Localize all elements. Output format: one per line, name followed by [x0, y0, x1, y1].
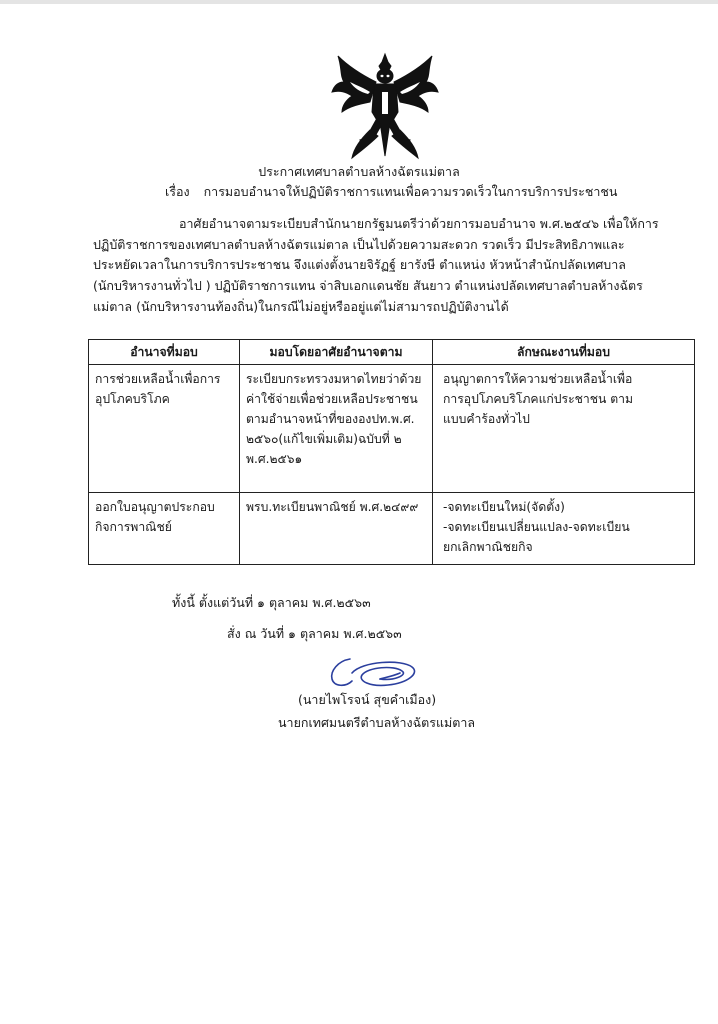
delegation-table	[88, 339, 695, 565]
announcement-title: ประกาศเทศบาลตำบลห้างฉัตรแม่ตาล	[258, 164, 460, 179]
table-cell-legal-basis	[240, 365, 433, 493]
body-line: แม่ตาล (นักบริหารงานท้องถิ่น)ในกรณีไม่อยู่หรืออยู่แต่ไม่สามารถปฏิบัติงานได้	[93, 298, 509, 314]
table-cell-task	[433, 365, 695, 493]
table-cell-authority	[89, 493, 240, 565]
cell-line: กิจการพาณิชย์	[95, 520, 172, 534]
body-line: อาศัยอำนาจตามระเบียบสำนักนายกรัฐมนตรีว่าด้วยการมอบอำนาจ พ.ศ.๒๕๔๖ เพื่อให้การ	[179, 216, 659, 231]
signer-position: นายกเทศมนตรีตำบลห้างฉัตรแม่ตาล	[278, 715, 476, 730]
cell-line: ตามอำนาจหน้าที่ขององปท.พ.ศ.	[246, 412, 415, 426]
cell-line: ยกเลิกพาณิชยกิจ	[443, 540, 533, 554]
cell-line: พรบ.ทะเบียนพาณิชย์ พ.ศ.๒๔๙๙	[246, 500, 419, 514]
cell-line: การช่วยเหลือน้ำเพื่อการ	[95, 372, 221, 386]
cell-line: ๒๕๖๐(แก้ไขเพิ่มเติม)ฉบับที่ ๒	[246, 432, 402, 446]
body-line: ประหยัดเวลาในการบริการประชาชน จึงแต่งตั้งนายจิรัฏฐ์ ยารังษี ตำแหน่ง หัวหน้าสำนักปลัดเทศบาล	[93, 257, 626, 273]
announcement-subject	[165, 183, 617, 201]
table-cell-task	[433, 493, 695, 565]
table-row	[89, 365, 695, 493]
body-line: (นักบริหารงานทั่วไป ) ปฏิบัติราชการแทน จ่าสิบเอกแดนชัย สันยาว ตำแหน่งปลัดเทศบาลตำบลห้างฉัตร	[93, 278, 643, 294]
table-header-row	[89, 340, 695, 365]
cell-line: การอุปโภคบริโภคแก่ประชาชน ตาม	[443, 392, 634, 406]
table-cell-legal-basis	[240, 493, 433, 565]
cell-line: ออกใบอนุญาตประกอบ	[95, 500, 215, 514]
column-header-task: ลักษณะงานที่มอบ	[433, 340, 695, 365]
column-header-authority: อำนาจที่มอบ	[89, 340, 240, 365]
cell-line: ค่าใช้จ่ายเพื่อช่วยเหลือประชาชน	[246, 392, 418, 406]
body-paragraph	[93, 214, 693, 318]
signer-name: (นายไพโรจน์ สุขคำเมือง)	[298, 692, 437, 707]
cell-line: แบบคำร้องทั่วไป	[443, 412, 530, 426]
effective-date: ทั้งนี้ ตั้งแต่วันที่ ๑ ตุลาคม พ.ศ.๒๕๖๓	[172, 595, 371, 610]
garuda-emblem-icon	[330, 52, 440, 160]
subject-label: เรื่อง	[165, 184, 190, 199]
handwritten-signature	[322, 653, 432, 691]
order-date: สั่ง ณ วันที่ ๑ ตุลาคม พ.ศ.๒๕๖๓	[227, 626, 402, 641]
table-cell-authority	[89, 365, 240, 493]
page-scan-edge	[0, 0, 718, 4]
cell-line: อนุญาตการให้ความช่วยเหลือน้ำเพื่อ	[443, 372, 633, 386]
table-row	[89, 493, 695, 565]
cell-line: -จดทะเบียนเปลี่ยนแปลง-จดทะเบียน	[443, 520, 630, 534]
cell-line: พ.ศ.๒๕๖๑	[246, 452, 303, 466]
cell-line: ระเบียบกระทรวงมหาดไทยว่าด้วย	[246, 372, 422, 386]
cell-line: -จดทะเบียนใหม่(จัดตั้ง)	[443, 500, 565, 514]
body-line: ปฏิบัติราชการของเทศบาลตำบลห้างฉัตรแม่ตาล เป็นไปด้วยความสะดวก รวดเร็ว มีประสิทธิภาพและ	[93, 236, 625, 252]
column-header-legal-basis: มอบโดยอาศัยอำนาจตาม	[240, 340, 433, 365]
cell-line: อุปโภคบริโภค	[95, 392, 170, 406]
subject-text: การมอบอำนาจให้ปฏิบัติราชการแทนเพื่อความรวดเร็วในการบริการประชาชน	[203, 184, 618, 199]
